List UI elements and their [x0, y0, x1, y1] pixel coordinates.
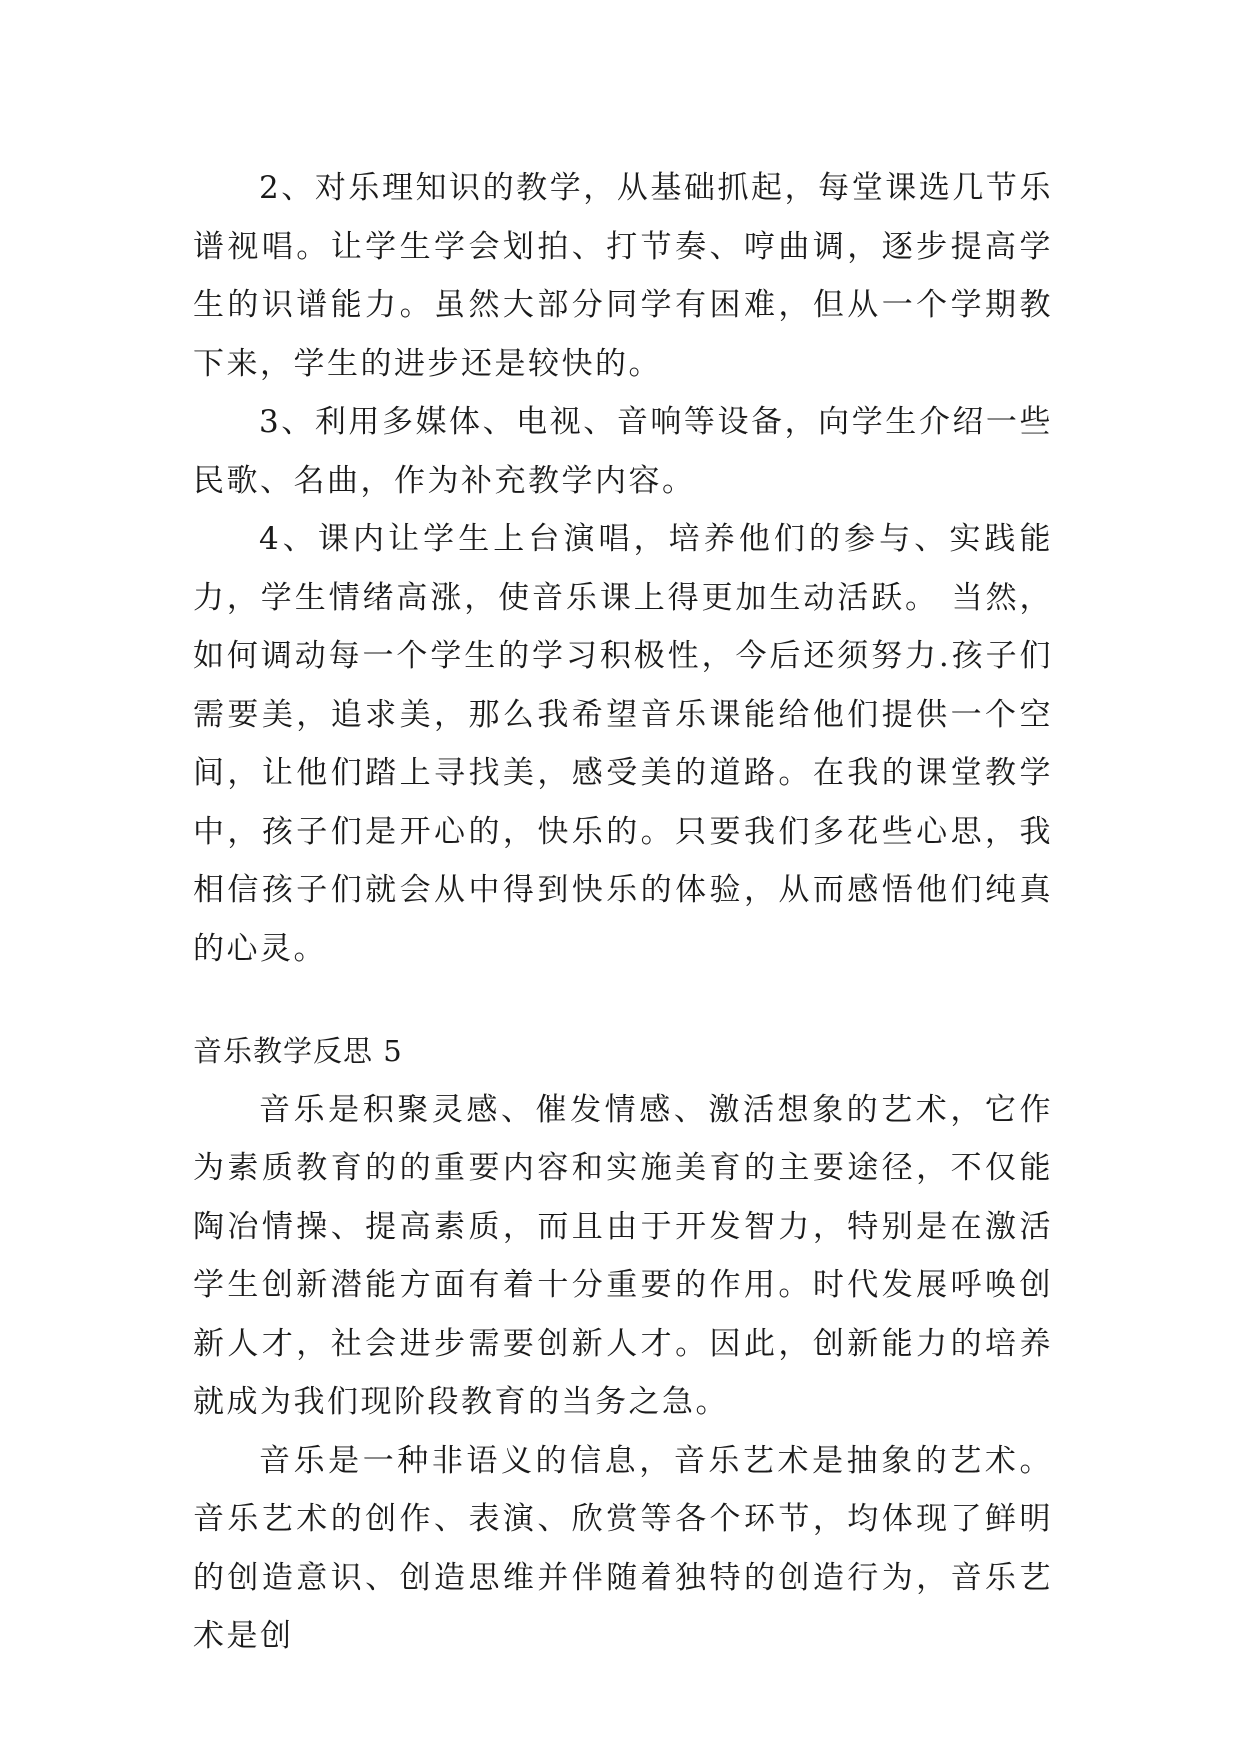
document-body: [193, 159, 1053, 1666]
paragraph-intro: 音乐是积聚灵感、催发情感、激活想象的艺术，它作为素质教育的的重要内容和实施美育的主要途径，不仅能陶冶情操、提高素质，而且由于开发智力，特别是在激活学生创新潜能方面有着十分重要的作用。时代发展呼唤创新人才，社会进步需要创新人才。因此，创新能力的培养就成为我们现阶段教育的当务之急。: [193, 1091, 1053, 1420]
paragraph-item-3: 3、利用多媒体、电视、音响等设备，向学生介绍一些民歌、名曲，作为补充教学内容。: [193, 404, 1053, 499]
section-heading: 音乐教学反思 5: [193, 1034, 403, 1068]
paragraph-item-4: 4、课内让学生上台演唱，培养他们的参与、实践能力，学生情绪高涨，使音乐课上得更加生动活跃。 当然，如何调动每一个学生的学习积极性，今后还须努力.孩子们需要美，追求美，那么我希望音乐课能给他们提供一个空间，让他们踏上寻找美，感受美的道路。在我的课堂教学中，孩子们是开心的，快乐的。只要我们多花些心思，我相信孩子们就会从中得到快乐的体验，从而感悟他们纯真的心灵。: [193, 521, 1053, 967]
paragraph-music-art: 音乐是一种非语义的信息，音乐艺术是抽象的艺术。音乐艺术的创作、表演、欣赏等各个环节，均体现了鲜明的创造意识、创造思维并伴随着独特的创造行为，音乐艺术是创: [193, 1442, 1053, 1654]
paragraph-item-2: 2、对乐理知识的教学，从基础抓起，每堂课选几节乐谱视唱。让学生学会划拍、打节奏、哼曲调，逐步提高学生的识谱能力。虽然大部分同学有困难，但从一个学期教下来，学生的进步还是较快的。: [193, 170, 1053, 382]
